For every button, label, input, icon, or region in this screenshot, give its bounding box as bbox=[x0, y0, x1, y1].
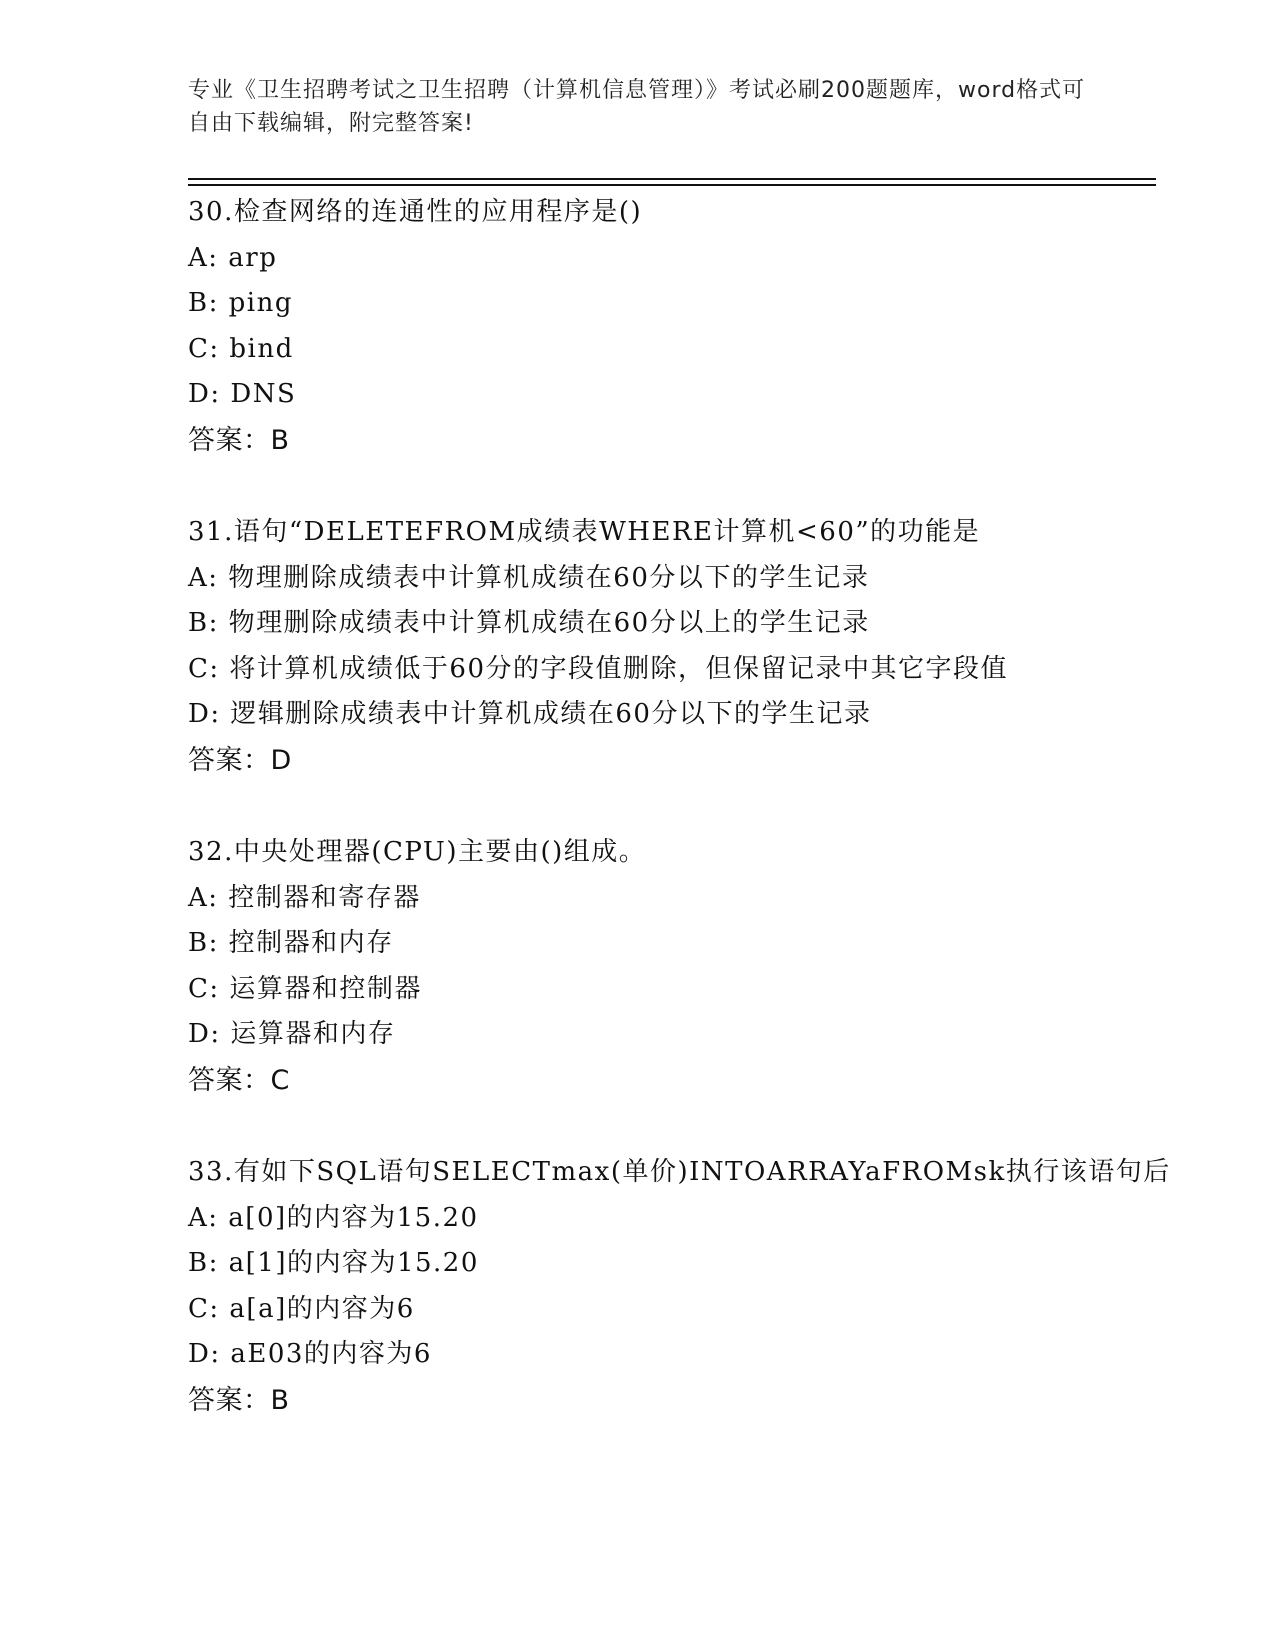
option-b: B: ping bbox=[188, 288, 293, 318]
option-c: C: 运算器和控制器 bbox=[188, 973, 422, 1004]
option-d: D: 运算器和内存 bbox=[188, 1019, 396, 1049]
option-c: C: 将计算机成绩低于60分的字段值删除，但保留记录中其它字段值 bbox=[188, 653, 1009, 684]
question-stem: 33.有如下SQL语句SELECTmax(单价)INTOARRAYaFROMsk执行该语句后 bbox=[188, 1157, 1171, 1187]
question-stem: 30.检查网络的连通性的应用程序是() bbox=[188, 197, 643, 227]
option-b: B: a[1]的内容为15.20 bbox=[188, 1248, 479, 1278]
question-31 bbox=[188, 510, 1156, 830]
option-a: A: arp bbox=[188, 242, 278, 273]
option-b: B: 物理删除成绩表中计算机成绩在60分以上的学生记录 bbox=[188, 608, 870, 638]
header-divider-top bbox=[188, 178, 1156, 180]
question-stem: 32.中央处理器(CPU)主要由()组成。 bbox=[188, 837, 647, 867]
option-a: A: 控制器和寄存器 bbox=[188, 882, 421, 913]
option-d: D: 逻辑删除成绩表中计算机成绩在60分以下的学生记录 bbox=[188, 699, 872, 729]
question-32 bbox=[188, 830, 1156, 1150]
header-title: 专业《卫生招聘考试之卫生招聘（计算机信息管理）》考试必刷200题题库，word格式可自由下载编辑，附完整答案! bbox=[188, 78, 1086, 136]
option-c: C: bind bbox=[188, 333, 294, 364]
question-list bbox=[188, 190, 1171, 1470]
question-30 bbox=[188, 190, 1156, 510]
answer-key: 答案：B bbox=[188, 424, 290, 456]
answer-key: 答案：C bbox=[188, 1064, 290, 1096]
question-stem: 31.语句“DELETEFROM成绩表WHERE计算机<60”的功能是 bbox=[188, 517, 981, 547]
header-divider-bottom bbox=[188, 184, 1156, 186]
option-d: D: DNS bbox=[188, 379, 297, 409]
option-d: D: aE03的内容为6 bbox=[188, 1339, 432, 1369]
answer-key: 答案：B bbox=[188, 1384, 290, 1416]
option-a: A: a[0]的内容为15.20 bbox=[188, 1202, 479, 1233]
document-header bbox=[188, 74, 1088, 140]
option-a: A: 物理删除成绩表中计算机成绩在60分以下的学生记录 bbox=[188, 562, 870, 593]
option-b: B: 控制器和内存 bbox=[188, 928, 394, 958]
answer-key: 答案：D bbox=[188, 744, 292, 776]
question-33 bbox=[188, 1150, 1171, 1470]
option-c: C: a[a]的内容为6 bbox=[188, 1293, 415, 1324]
